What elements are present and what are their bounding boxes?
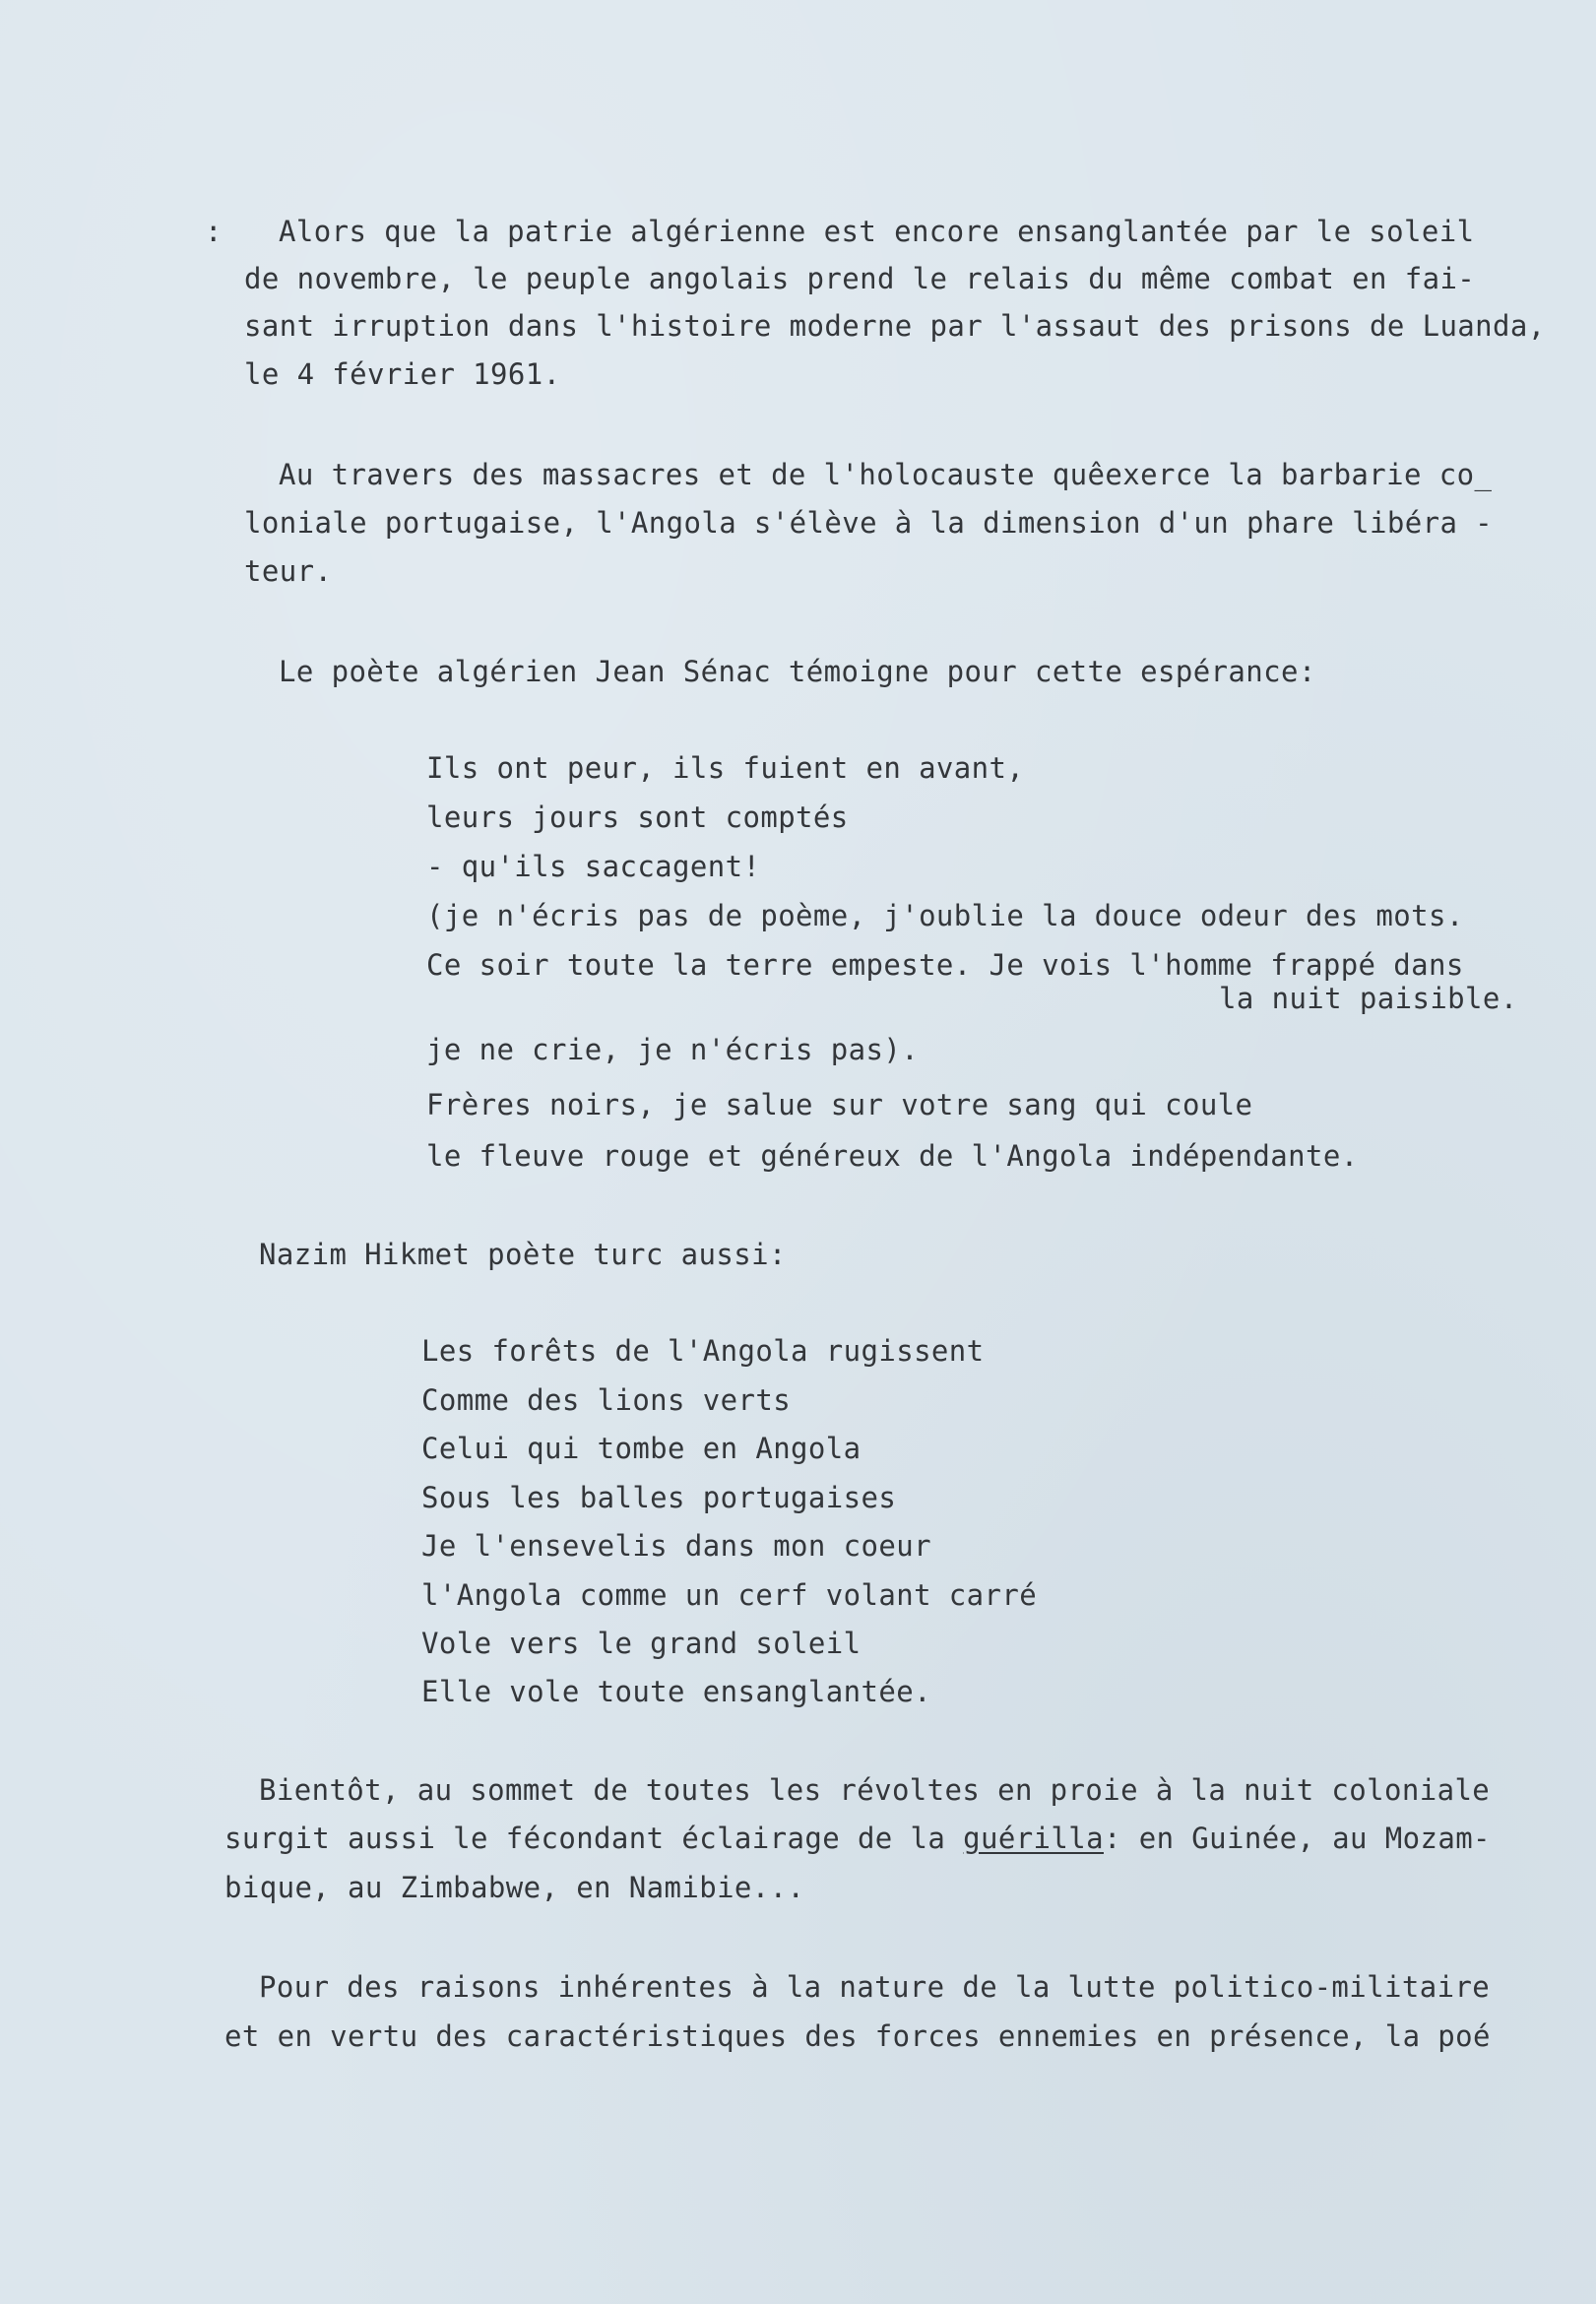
poem2-line-6: l'Angola comme un cerf volant carré (421, 1578, 1038, 1612)
poem1-line-8: Frères noirs, je salue sur votre sang qui coule (426, 1088, 1253, 1121)
margin-mark: : (205, 215, 223, 248)
guerilla-underlined-word: guérilla (963, 1822, 1104, 1855)
paragraph-2-line-2: loniale portugaise, l'Angola s'élève à la dimension d'un phare libéra - (244, 506, 1494, 540)
poem1-line-1: Ils ont peur, ils fuient en avant, (426, 751, 1025, 785)
paragraph-1-line-4: le 4 février 1961. (244, 357, 561, 391)
poem2-line-3: Celui qui tombe en Angola (421, 1432, 862, 1465)
paragraph-4-line-2 (224, 1821, 1491, 1856)
paragraph-4-line-2-end: : en Guinée, au Mozam- (1104, 1822, 1491, 1855)
paragraph-1-line-3: sant irruption dans l'histoire moderne par l'assaut des prisons de Luanda, (244, 309, 1546, 343)
poem2-line-5: Je l'ensevelis dans mon coeur (421, 1529, 931, 1563)
poem1-line-6: la nuit paisible. (1219, 982, 1518, 1015)
paragraph-5-line-2: et en vertu des caractéristiques des forces ennemies en présence, la poé (224, 2019, 1491, 2053)
paragraph-2-line-3: teur. (244, 554, 333, 588)
paragraph-1-line-1: Alors que la patrie algérienne est encore ensanglantée par le soleil (279, 215, 1475, 248)
paragraph-4-line-1: Bientôt, au sommet de toutes les révoltes en proie à la nuit coloniale (259, 1773, 1491, 1807)
poem1-line-7: je ne crie, je n'écris pas). (426, 1033, 920, 1066)
paragraph-3-line-1: Le poète algérien Jean Sénac témoigne pour cette espérance: (279, 655, 1316, 688)
poem2-line-4: Sous les balles portugaises (421, 1481, 897, 1514)
poem1-line-4: (je n'écris pas de poème, j'oublie la douce odeur des mots. (426, 899, 1464, 932)
poem2-line-7: Vole vers le grand soleil (421, 1627, 862, 1660)
poem2-line-2: Comme des lions verts (421, 1383, 792, 1417)
paragraph-4-line-3: bique, au Zimbabwe, en Namibie... (224, 1871, 805, 1904)
paragraph-5-line-1: Pour des raisons inhérentes à la nature de la lutte politico-militaire (259, 1970, 1491, 2004)
paragraph-4-line-2-start: surgit aussi le fécondant éclairage de la (224, 1822, 964, 1855)
poem1-line-2: leurs jours sont comptés (426, 800, 849, 834)
poem1-line-9: le fleuve rouge et généreux de l'Angola indépendante. (426, 1139, 1359, 1173)
poem2-line-1: Les forêts de l'Angola rugissent (421, 1334, 985, 1368)
poem2-line-8: Elle vole toute ensanglantée. (421, 1675, 931, 1708)
paragraph-2-line-1: Au travers des massacres et de l'holocauste quêexerce la barbarie co_ (279, 458, 1493, 491)
poem1-line-5: Ce soir toute la terre empeste. Je vois l'homme frappé dans (426, 948, 1464, 982)
poem1-line-3: - qu'ils saccagent! (426, 850, 761, 883)
intro-hikmet: Nazim Hikmet poète turc aussi: (259, 1238, 787, 1271)
paragraph-1-line-2: de novembre, le peuple angolais prend le relais du même combat en fai- (244, 262, 1476, 295)
